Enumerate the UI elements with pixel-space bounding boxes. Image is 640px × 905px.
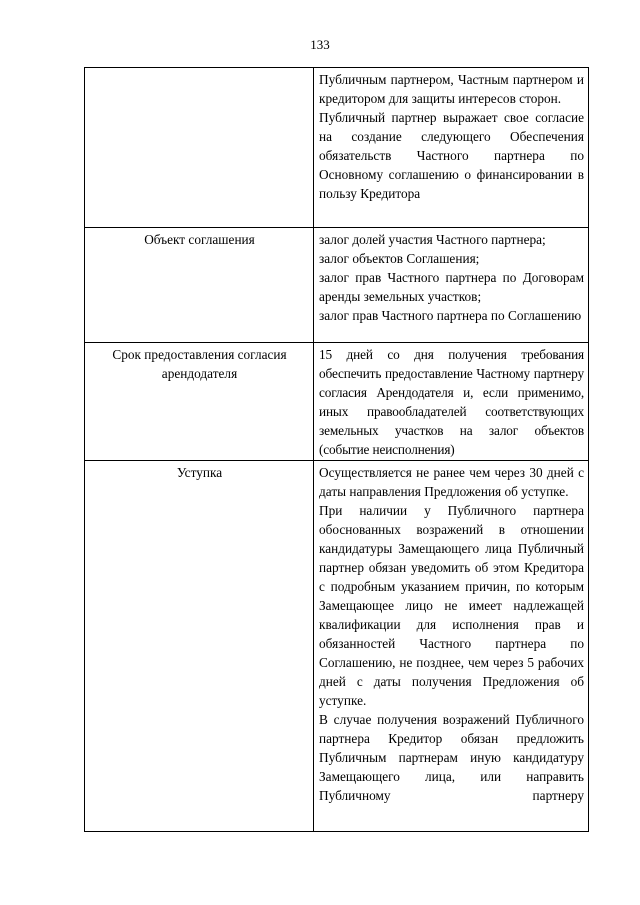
paragraph: Осуществляется не ранее чем через 30 дней с даты направления Предложения об уступке.: [319, 465, 584, 499]
paragraph: Публичным партнером, Частным партнером и кредитором для защиты интересов сторон.: [319, 72, 584, 106]
paragraph: 15 дней со дня получения требования обеспечить предоставление Частному партнеру согласия Арендодателя и, если применимо, иных правообладателей соответствующих земельных участков на залог объектов (событие неисполнения): [319, 347, 584, 457]
row-value: [314, 228, 589, 343]
table-row: [85, 68, 589, 228]
paragraph: Публичный партнер выражает свое согласие на создание следующего Обеспечения обязательств Частного партнера по Основному соглашению о финансировании в пользу Кредитора: [319, 110, 584, 201]
row-label: Уступка: [85, 461, 314, 832]
row-value: [314, 68, 589, 228]
paragraph: В случае получения возражений Публичного партнера Кредитор обязан предложить Публичным партнерам иную кандидатуру Замещающего лица, или направить Публичному партнеру: [319, 712, 584, 803]
table-row: [85, 228, 589, 343]
terms-table: [84, 67, 589, 832]
paragraph: залог прав Частного партнера по Соглашению: [319, 308, 582, 323]
row-label: Срок предоставления согласия арендодателя: [85, 343, 314, 461]
row-label: [85, 68, 314, 228]
paragraph: При наличии у Публичного партнера обоснованных возражений в отношении кандидатуры Замещающего лица Публичный партнер обязан уведомить об этом Кредитора с подробным указанием причин, по которым Замещающее лицо не имеет надлежащей квалификации для исполнения прав и обязанностей Частного партнера по Соглашению, не позднее, чем через 5 рабочих дней с даты получения Предложения об уступке.: [319, 503, 584, 708]
row-value: [314, 343, 589, 461]
paragraph: залог долей участия Частного партнера;: [319, 232, 546, 247]
row-value: [314, 461, 589, 832]
row-label: Объект соглашения: [85, 228, 314, 343]
paragraph: залог объектов Соглашения;: [319, 251, 480, 266]
table-row: [85, 461, 589, 832]
page-number: 133: [310, 37, 330, 52]
table-row: [85, 343, 589, 461]
paragraph: залог прав Частного партнера по Договорам аренды земельных участков;: [319, 270, 584, 304]
